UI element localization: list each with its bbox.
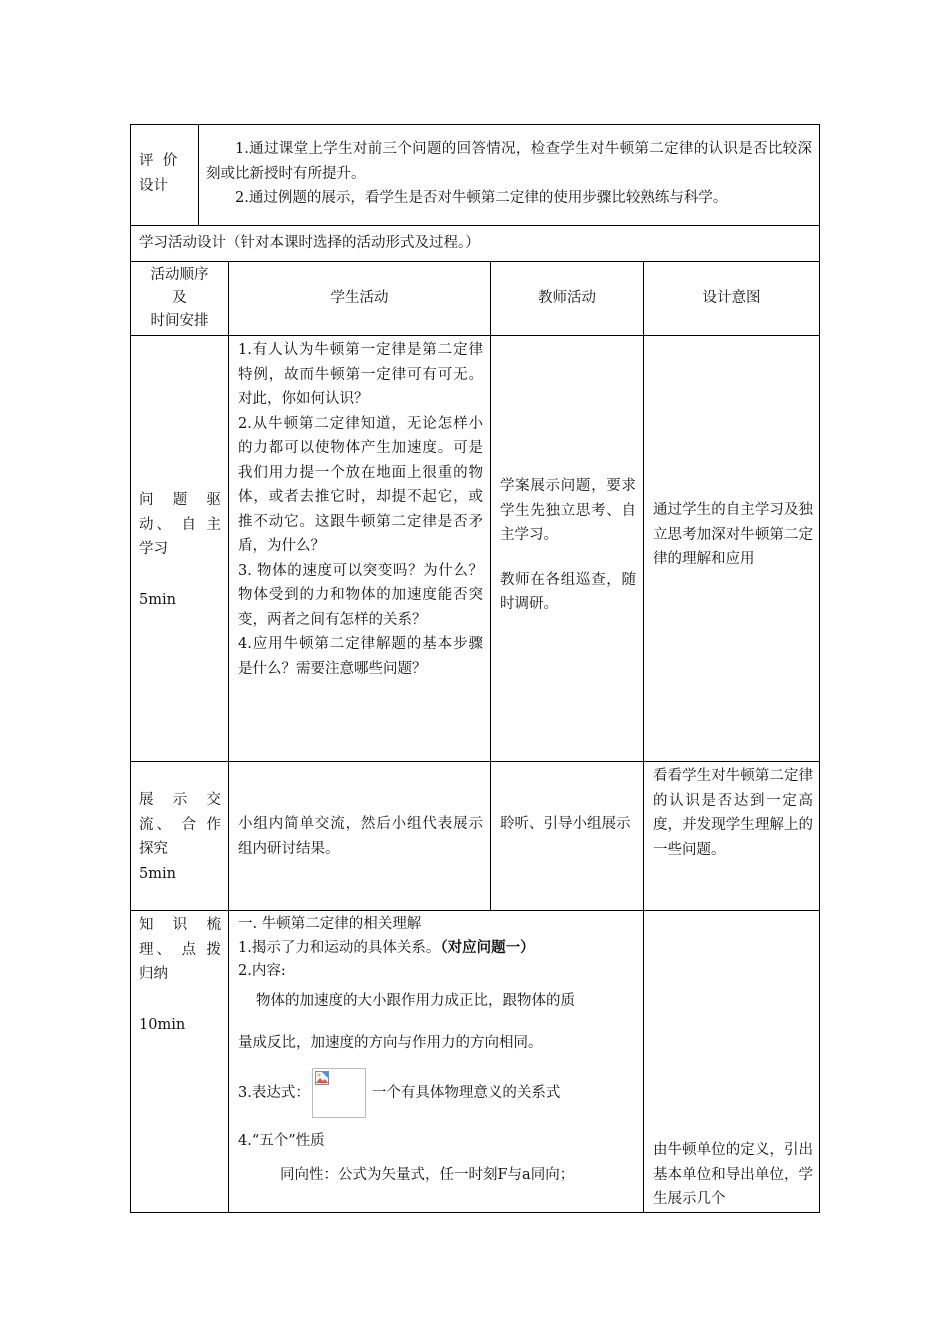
- row2-intent: 看看学生对牛顿第二定律的认识是否达到一定高度，并发现学生理解上的一些问题。: [653, 768, 813, 858]
- row3-intent-cell: [643, 910, 820, 1213]
- activity-design-title: 学习活动设计（针对本课时选择的活动形式及过程。）: [139, 235, 480, 251]
- row3-point2: 2.内容:: [238, 963, 286, 979]
- row1-student-q4: 4.应用牛顿第二定律解题的基本步骤是什么？需要注意哪些问题？: [238, 636, 483, 677]
- row3-heading: 一. 牛顿第二定律的相关理解: [238, 916, 422, 932]
- broken-image-icon: [315, 1071, 329, 1085]
- row3-intent: 由牛顿单位的定义，引出基本单位和导出单位，学生展示几个: [653, 1142, 813, 1207]
- row3-point1: 1.揭示了力和运动的具体关系。: [238, 940, 441, 956]
- row1-intent: 通过学生的自主学习及独立思考加深对牛顿第二定律的理解和应用: [653, 502, 813, 567]
- row2-teacher: 聆听、引导小组展示: [500, 816, 631, 832]
- row1-intent-cell: [643, 335, 820, 762]
- row3-stage: 知 识 梳 理、 点 拨 归纳: [139, 917, 221, 982]
- row3-formula-label: 3.表达式：: [238, 1084, 310, 1101]
- row3-content-line2: 量成反比，加速度的方向与作用力的方向相同。: [238, 1035, 543, 1051]
- row3-content-line1: 物体的加速度的大小跟作用力成正比，跟物体的质: [256, 993, 575, 1009]
- header-order-line3: 时间安排: [150, 313, 209, 329]
- row3-point4: 4.“五个”性质: [238, 1133, 325, 1149]
- row1-student-q1: 1.有人认为牛顿第一定律是第二定律特例，故而牛顿第一定律可有可无。对此，你如何认识？: [238, 342, 483, 407]
- header-order-line2: 及: [172, 290, 187, 306]
- activity-design-title-cell: [130, 225, 820, 262]
- evaluation-label-cell: [130, 124, 199, 226]
- row3-time: 10min: [139, 1016, 186, 1033]
- evaluation-content-cell: [198, 124, 820, 226]
- row1-teacher-1: 学案展示问题，要求学生先独立思考、自主学习。: [500, 478, 636, 543]
- header-student-cell: [228, 261, 491, 336]
- row3-stage-cell: [130, 910, 229, 1213]
- evaluation-label-line2: 设计: [139, 177, 168, 194]
- header-teacher-cell: [490, 261, 644, 336]
- row3-student-cell: [228, 910, 644, 1213]
- header-order-line1: 活动顺序: [150, 267, 209, 283]
- row1-student-q2: 2.从牛顿第二定律知道，无论怎样小的力都可以使物体产生加速度。可是我们用力提一个放在地面上很重的物体，或者去推它时，却提不起它，或推不动它。这跟牛顿第二定律是否矛盾，为什么？: [238, 415, 483, 554]
- evaluation-item-1: 1.通过课堂上学生对前三个问题的回答情况，检查学生对牛顿第二定律的认识是否比较深刻或比新授时有所提升。: [206, 141, 812, 182]
- row3-property1: 同向性：公式为矢量式，任一时刻F与a同向；: [280, 1167, 575, 1183]
- row3-formula-desc: 一个有具体物理意义的关系式: [371, 1084, 561, 1101]
- row1-student-cell: [228, 335, 491, 762]
- header-intent-cell: [643, 261, 820, 336]
- row2-intent-cell: [643, 761, 820, 911]
- evaluation-item-2: 2.通过例题的展示，看学生是否对牛顿第二定律的使用步骤比较熟练与科学。: [235, 190, 728, 206]
- formula-image-placeholder: [312, 1068, 366, 1118]
- row3-point1-ref: （对应问题一）: [440, 939, 535, 956]
- row2-stage: 展 示 交 流、 合 作 探究: [139, 792, 221, 857]
- header-teacher: 教师活动: [538, 290, 596, 307]
- evaluation-label-line1: 评 价: [139, 153, 178, 169]
- row2-teacher-cell: [490, 761, 644, 911]
- row1-stage-cell: [130, 335, 229, 762]
- header-order-cell: [130, 261, 229, 336]
- row1-student-q3: 3. 物体的速度可以突变吗？为什么？物体受到的力和物体的加速度能否突变，两者之间有怎样的关系？: [238, 562, 483, 628]
- row1-teacher-2: 教师在各组巡查，随时调研。: [500, 571, 636, 612]
- row1-teacher-cell: [490, 335, 644, 762]
- row1-time: 5min: [139, 591, 176, 608]
- row2-student-cell: [228, 761, 491, 911]
- header-intent: 设计意图: [702, 290, 761, 307]
- header-student: 学生活动: [330, 290, 389, 307]
- row2-stage-cell: [130, 761, 229, 911]
- row1-stage: 问 题 驱 动、 自 主 学习: [139, 492, 221, 557]
- row2-student: 小组内简单交流，然后小组代表展示组内研讨结果。: [238, 816, 483, 857]
- row2-time: 5min: [139, 865, 176, 882]
